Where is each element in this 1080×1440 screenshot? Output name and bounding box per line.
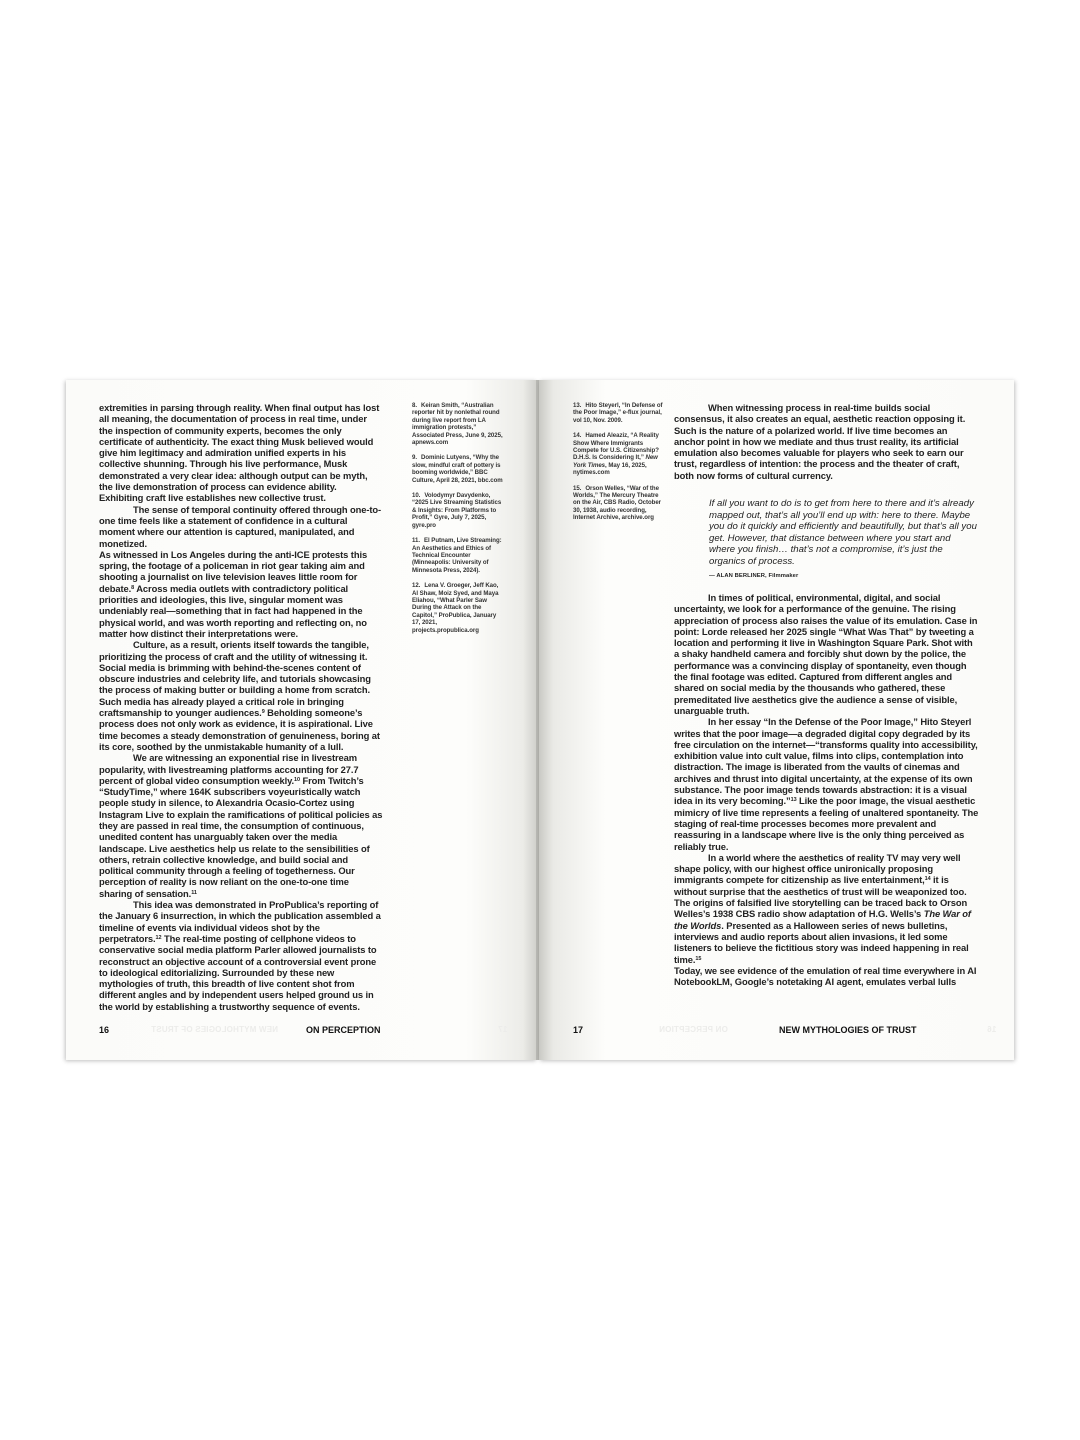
footnote [412,492,504,529]
left-page [66,380,537,1060]
text-run: Culture, as a result, orients itself towards the tangible, prioritizing the process of craft and the utility of witnessing it. Social media is brimming with behind-the-scenes content of obscure industries and celebrity life, and tutorials showcasing the process of making butter or building a home from scratch. Such media has already played a critical role in bringing craftsmanship to younger audiences. [99,639,371,719]
footnote-number: 12. [412,582,421,590]
text-run: Hamed Aleaziz, “A Reality Show Where Immigrants Compete for U.S. Citizenship? D.H.S. Is Considering It,” [573,432,659,462]
footnote [412,537,504,574]
show-through-number: 16 [987,1025,997,1034]
left-footnotes [412,402,504,642]
text-run: This idea was demonstrated in ProPublica’s reporting of the January 6 insurrection, in which the publication assembled a timeline of events via individual videos shot by the perpetrators. [99,899,381,944]
footnote-text: El Putnam, Live Streaming: An Aesthetics and Ethics of Technical Encounter (Minneapolis: University of Minnesota Press, 2024). [412,537,502,574]
footnote-number: 11. [412,537,420,545]
footnote-reference: 8 [131,584,135,591]
text-run: We are witnessing an exponential rise in livestream popularity, with livestreaming platforms accounting for 27.7 percent of global video consumption weekly. [99,752,359,786]
footnote-text: Volodymyr Davydenko, “2025 Live Streaming Statistics & Insights: From Platforms to Profit,” Gyre, July 7, 2025, gyre.pro [412,492,502,529]
text-run: , May 16, 2025, nytimes.com [573,461,647,477]
footnote-reference: 11 [191,889,197,896]
footnote [573,485,665,522]
body-paragraph [674,852,980,897]
footnote-number: 15. [573,484,582,492]
footnote-reference: 12 [155,934,162,941]
page-number-16: 16 [99,1025,110,1035]
footnote-text: Lena V. Groeger, Jeff Kao, Al Shaw, Moiz Syed, and Maya Eliahou, “What Parler Saw During the Attack on the Capitol,” ProPublica, January 17, 2021, projects.propublica.org [412,582,499,634]
text-run: Like the poor image, the visual aesthetic mimicry of live time represents a feeling of unaltered spontaneity. The staging of real-time processes becomes more prevalent and reassuring in a landscape where live is the only thing perceived as reliably true. [674,795,979,852]
show-through-text: NEW MYTHOLOGIES OF TRUST [151,1025,279,1034]
footnote [412,454,504,484]
footnote [573,402,665,424]
text-run: Orson Welles, “War of the Worlds,” The Mercury Theatre on the Air, CBS Radio, October 30, 1938, audio recording, Internet Archive, archive.org [573,484,661,522]
footnote-reference: 14 [924,876,931,883]
running-head-on-perception: ON PERCEPTION [306,1025,381,1035]
right-body-text-bottom [674,592,980,987]
text-run: Hito Steyerl, “In Defense of the Poor Image,” e-flux journal, vol 10, Nov. 2009. [573,402,663,424]
text-run: . Presented as a Halloween series of news bulletins, interviews and audio reports about alien invasions, it led some listeners to believe the fictitious story was indeed happening in real time. [674,919,969,965]
footnote-number: 9. [412,454,417,462]
body-paragraph [674,592,980,716]
left-body-text [99,402,383,1012]
footnote-reference: 15 [695,955,702,962]
text-run: From Twitch’s “StudyTime,” where 164K subscribers voyeuristically watch people study in silence, to Alexandria Ocasio-Cortez using Instagram Live to explain the ramifications of political policies as they are passed in real time, the consumption of continuous, unedited content has unarguably taken over the media landscape. Live aesthetics help us relate to the sensibilities of others, retrain collective knowledge, and build social and political community through a feeling of togetherness. Our perception of reality is now reliant on the one-to-one time sharing of sensation. [99,774,383,899]
text-run: The sense of temporal continuity offered through one-to-one time feels like a statement of confidence in a cultural moment where our attention is captured, manipulated, and monetized. [99,503,382,549]
pull-quote-attribution: — ALAN BERLINER, Filmmaker [709,572,799,579]
body-paragraph [674,897,980,965]
footnote-reference: 10 [294,776,300,783]
body-paragraph [674,716,980,852]
text-run: it is without surprise that the aesthetics of trust will be weaponized too. [674,874,967,897]
text-run: Beholding someone’s process does not only work as evidence, it is aspirational. Live time becomes a steady demonstration of genuineness, boring at its core, soothed by the unmistakable humanity of a lull. [99,707,380,752]
italic-title: The War of the Worlds [674,908,971,931]
body-paragraph [674,965,980,988]
footnote-reference: 13 [790,797,797,804]
text-run: Across media outlets with contradictory political priorities and ideologies, this live, singular moment was undeniably real—something that in fact had happened in the physical world, and was worth reporting and reflecting on, no matter how distinct their interpretations were. [99,582,367,639]
right-body-text-top [674,402,980,481]
show-through-text: ON PERCEPTION [659,1025,728,1034]
text-run: In her essay “In the Defense of the Poor Image,” Hito Steyerl writes that the poor image—a degraded digital copy degraded by its free circulation on the internet—“transforms quality into accessibility, exhibition value into cult value, films into clips, contemplation into distraction. The image is liberated from the vaults of cinemas and archives and thrust into digital uncertainty, at the expense of its own substance. The poor image tends towards abstraction: it is a visual idea in its very becoming.” [674,716,978,807]
footnote [573,432,665,476]
footnote [412,582,504,634]
magazine-spread [66,380,1014,1060]
footnote [412,402,504,446]
right-footnotes [573,402,665,530]
body-paragraph [99,752,383,899]
italic-title: New York Times [573,454,658,469]
text-run: As witnessed in Los Angeles during the anti-ICE protests this spring, the footage of a policeman in riot gear taking aim and shooting a journalist on live television leaves little room for debate. [99,548,368,594]
body-paragraph [99,504,383,549]
body-paragraph [99,549,383,639]
right-page [539,380,1014,1060]
footnote-text: Dominic Lutyens, “Why the slow, mindful craft of pottery is booming worldwide,” BBC Culture, April 28, 2021, bbc.com [412,454,503,484]
text-run: extremities in parsing through reality. When final output has lost all meaning, the documentation of process in real time, under the inspection of community experts, becomes the only certificate of authenticity. The exact thing Musk believed would give him legitimacy and admiration unified experts in his collective shunning. Through his live performance, Musk demonstrated a very clear idea: although output can be myth, the live demonstration of process can evidence ability. Exhibiting craft live establishes new collective trust. [99,402,380,504]
text-run: The real-time posting of cellphone videos to conservative social media platform Parler allowed journalists to reconstruct an objective account of a controversial event prone to ideological editorializing. Surrounded by these new mythologies of truth, this breadth of live content shot from different angles and by independent users helped ground us in the world by establishing a trustworthy sequence of events. [99,932,377,1012]
footnote-number: 13. [573,402,582,409]
text-run: When witnessing process in real-time builds social consensus, it also creates an equal, aesthetic reaction opposing it. Such is the nature of a polarized world. If live time becomes an anchor point in how we mediate and thus trust reality, its artificial emulation also becomes valuable for players who seek to earn our trust, regardless of intention: the process and the theater of craft, both now forms of cultural currency. [674,402,966,481]
show-through-number: 17 [498,1025,508,1034]
pull-quote-text: If all you want to do is to get from here to there and it’s already mapped out, that’s all you’ll end up with: here to there. Maybe you do it quickly and efficiently and beautifully, but that’s all you get. However, that distance between where you start and where you finish… that’s not a compromise, it’s just the organics of process. [709,498,977,567]
text-run: In a world where the aesthetics of reality TV may very well shape policy, with our highest office unironically proposing immigrants compete for citizenship as live entertainment, [674,851,961,886]
text-run: In times of political, environmental, digital, and social uncertainty, we look for a performance of the genuine. The rising appreciation of process also raises the value of its emulation. Case in point: Lorde released her 2025 single “What Was That” by tweeting a location and performing it live in Washington Square Park. Shot with a shaky handheld camera and forcibly shut down by the police, the performance was a convincing display of spontaneity, even though the final footage was edited. Captured from different angles and shared on social media by the thousands who gathered, these premeditated live aesthetics give the audience a sense of visible, unarguable truth. [674,592,978,716]
text-run: The origins of falsified live storytelling can be traced back to Orson Welles’s 1938 CBS radio show adaptation of H.G. Wells’s [674,897,968,920]
body-paragraph [674,402,980,481]
text-run: Today, we see evidence of the emulation of real time everywhere in AI NotebookLM, Google’s notetaking AI agent, emulates verbal lulls [674,964,977,988]
body-paragraph [99,402,383,504]
body-paragraph [99,639,383,752]
footnote-text: Keiran Smith, “Australian reporter hit by nonlethal round during live report from LA immigration protests,” Associated Press, June 9, 2025, apnews.com [412,402,503,447]
body-paragraph [99,899,383,1012]
pull-quote [709,498,979,582]
running-head-new-mythologies: NEW MYTHOLOGIES OF TRUST [779,1025,917,1035]
footnote-number: 14. [573,432,582,440]
page-number-17: 17 [573,1025,584,1035]
footnote-reference: 9 [261,709,265,716]
footnote-number: 8. [412,402,417,409]
footnote-number: 10. [412,492,421,500]
